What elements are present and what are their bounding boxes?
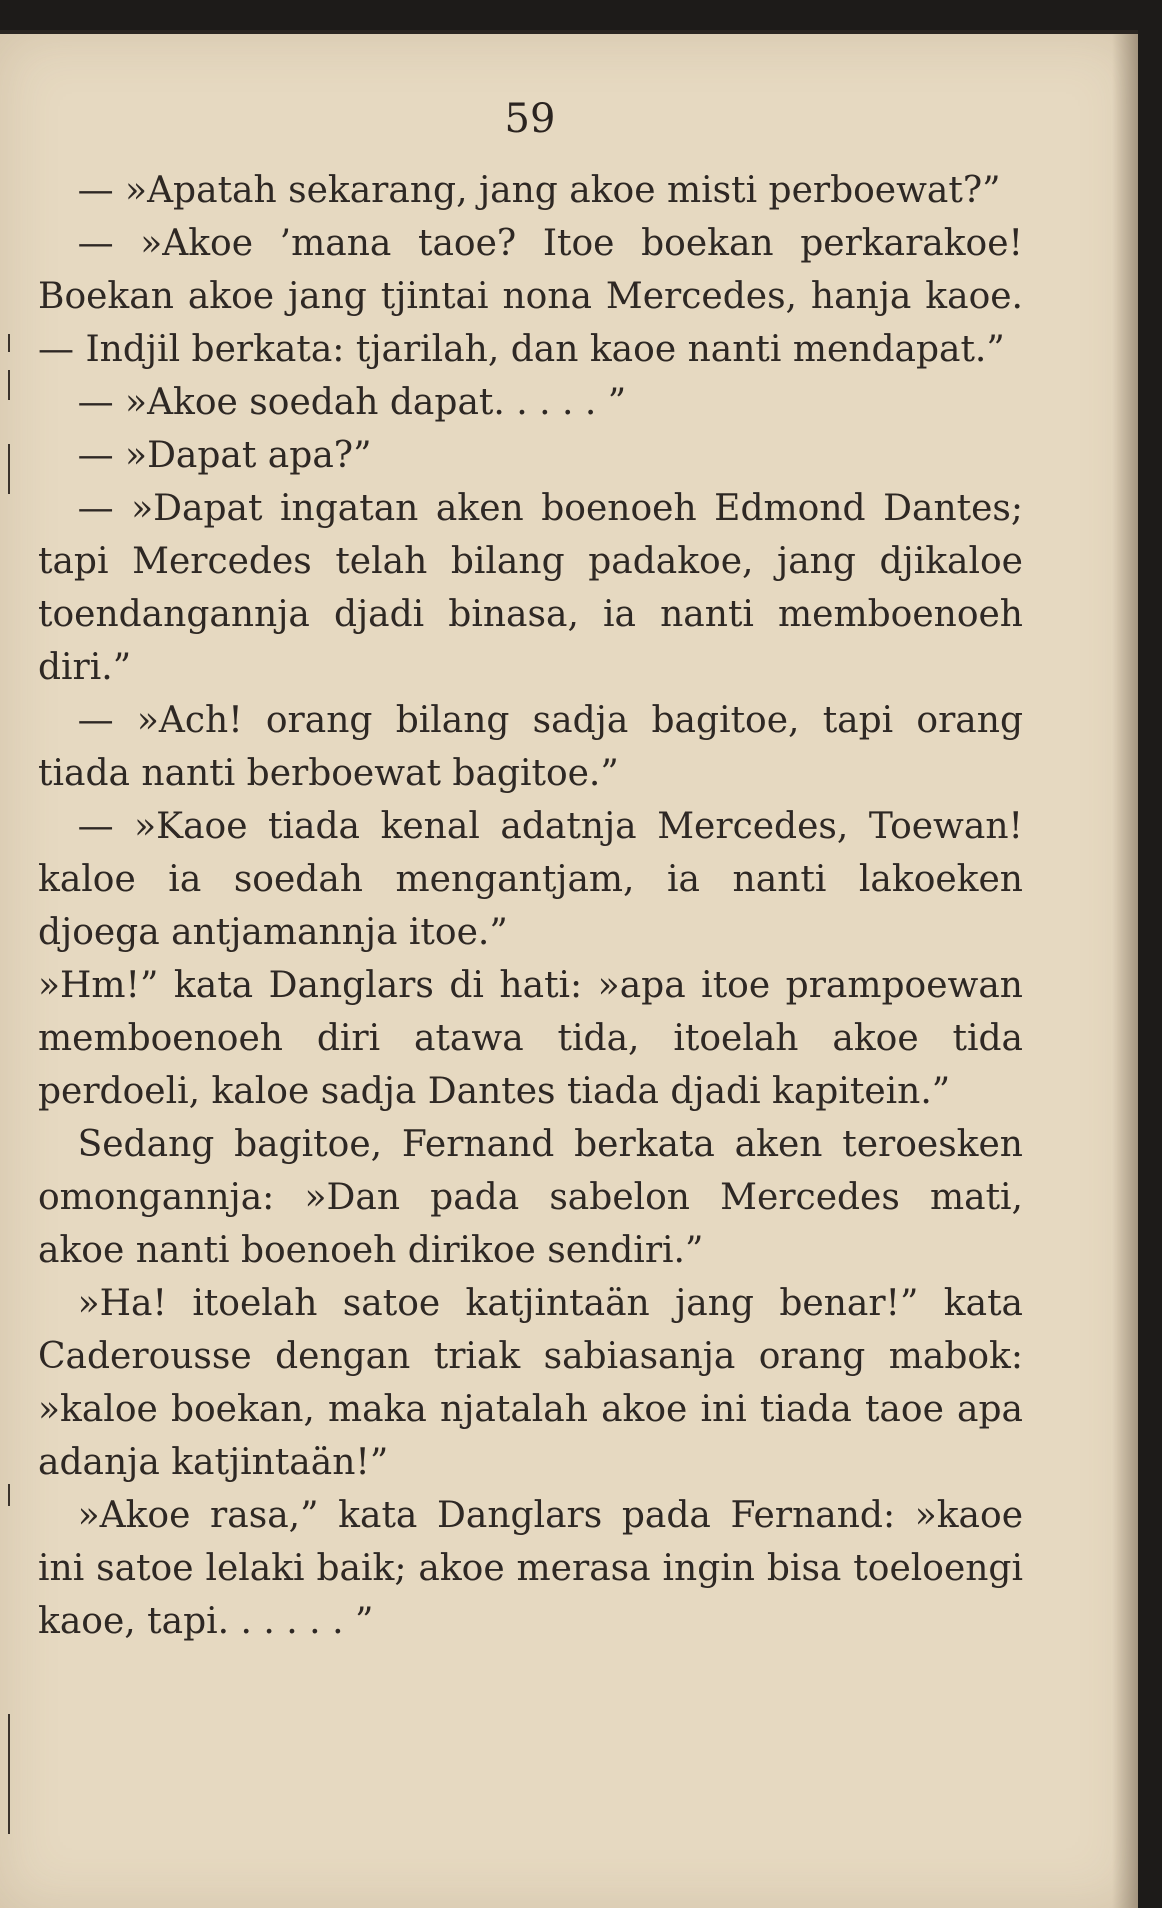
body-text bbox=[38, 164, 1023, 1648]
paragraph: — »Dapat apa?” bbox=[77, 435, 372, 476]
paragraph: — »Dapat ingatan aken boenoeh Edmond Dantes; tapi Mercedes telah bilang padakoe, jang djikaloe toendangannja djadi binasa, ia nanti memboenoeh diri.” bbox=[38, 488, 1023, 688]
margin-mark bbox=[8, 1484, 10, 1506]
paragraph: — »Ach! orang bilang sadja bagitoe, tapi orang tiada nanti berboewat bagitoe.” bbox=[38, 700, 1023, 794]
paragraph: »Ha! itoelah satoe katjintaän jang benar!” kata Caderousse dengan triak sabiasanja orang mabok: »kaloe boekan, maka njatalah akoe ini tiada taoe apa adanja katjintaän!” bbox=[38, 1283, 1023, 1483]
paragraph: »Hm!” kata Danglars di hati: »apa itoe prampoewan memboenoeh diri atawa tida, itoelah akoe tida perdoeli, kaloe sadja Dantes tiada djadi kapitein.” bbox=[38, 965, 1023, 1112]
paragraph: »Akoe rasa,” kata Danglars pada Fernand: »kaoe ini satoe lelaki baik; akoe merasa ingin bisa toeloengi kaoe, tapi. . . . . . ” bbox=[38, 1495, 1023, 1642]
margin-mark bbox=[8, 370, 10, 400]
paragraph: — »Apatah sekarang, jang akoe misti perboewat?” bbox=[77, 170, 1001, 211]
paragraph: — »Akoe ’mana taoe? Itoe boekan perkarakoe! Boekan akoe jang tjintai nona Mercedes, hanja kaoe. — Indjil berkata: tjarilah, dan kaoe nanti mendapat.” bbox=[38, 223, 1023, 370]
margin-mark bbox=[8, 334, 10, 352]
margin-mark bbox=[8, 1714, 10, 1834]
margin-marks bbox=[8, 334, 12, 1834]
page-number: 59 bbox=[504, 96, 556, 142]
paragraph: — »Akoe soedah dapat. . . . . ” bbox=[77, 382, 627, 423]
paragraph: Sedang bagitoe, Fernand berkata aken teroesken omongannja: »Dan pada sabelon Mercedes mati, akoe nanti boenoeh dirikoe sendiri.” bbox=[38, 1124, 1023, 1271]
paragraph: — »Kaoe tiada kenal adatnja Mercedes, Toewan! kaloe ia soedah mengantjam, ia nanti lakoeken djoega antjamannja itoe.” bbox=[38, 806, 1023, 953]
margin-mark bbox=[8, 444, 10, 494]
